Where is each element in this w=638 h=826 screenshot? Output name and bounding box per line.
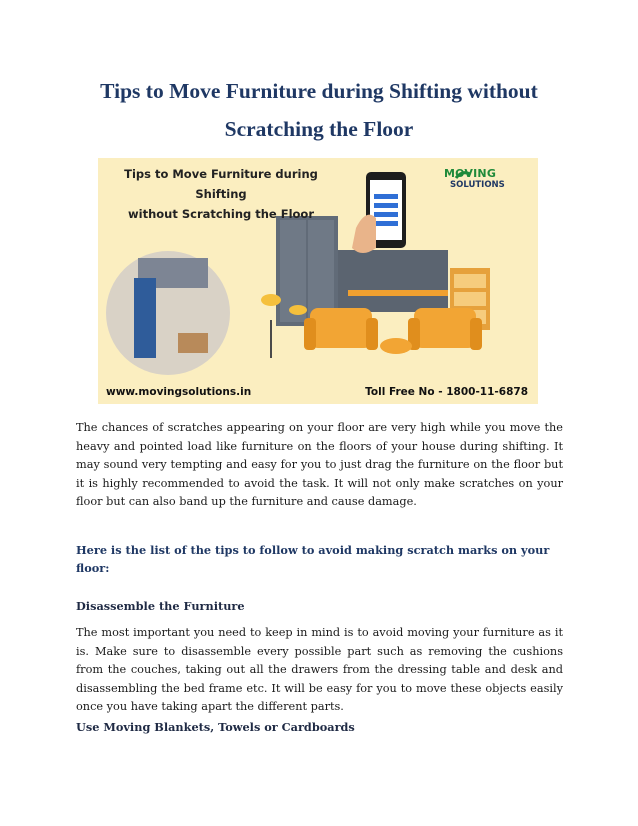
section-heading-disassemble: Disassemble the Furniture — [76, 599, 245, 613]
side-table — [348, 290, 448, 296]
intro-paragraph: The chances of scratches appearing on your floor are very high while you move the heavy and pointed load like furniture on the floors of your house during shifting. It may sound very tempting and easy for you to just drag the furniture on the floor but it is highly recommended to avoid the task. It will not only make scratches on your floor but can also band up the furniture and cause damage. — [76, 421, 563, 508]
list-heading: Here is the list of the tips to follow to avoid making scratch marks on your floor: — [76, 543, 550, 575]
armchair-right — [414, 308, 476, 348]
section-body-disassemble: The most important you need to keep in mind is to avoid moving your furniture as it is. Make sure to disassemble every possible part such as removing the cushions from the couches, taking out all the drawers from the dressing table and desk and disassembling the bed frame etc. It will be easy for you to move these objects easily once you have taking apart the different parts. — [76, 626, 563, 713]
hand — [352, 215, 376, 253]
document-title — [60, 72, 578, 148]
hero-banner-image — [98, 158, 538, 404]
section-heading-blankets: Use Moving Blankets, Towels or Cardboards — [76, 720, 355, 734]
banner-toll-free: Toll Free No - 1800-11-6878 — [365, 386, 528, 398]
banner-website: www.movingsolutions.in — [106, 386, 252, 398]
back-cabinet — [338, 250, 448, 312]
title-line-2: Scratching the Floor — [224, 117, 414, 141]
armchair-left — [310, 308, 372, 348]
lamp — [261, 294, 281, 306]
footstool — [380, 338, 412, 354]
title-line-1: Tips to Move Furniture during Shifting without — [100, 79, 538, 103]
mover-figure — [134, 278, 156, 358]
banner-title: Tips to Move Furniture during Shifting without Scratching the Floor — [124, 167, 318, 221]
moving-solutions-logo: MOVING SOLUTIONS — [444, 167, 505, 190]
moving-box — [178, 333, 208, 353]
